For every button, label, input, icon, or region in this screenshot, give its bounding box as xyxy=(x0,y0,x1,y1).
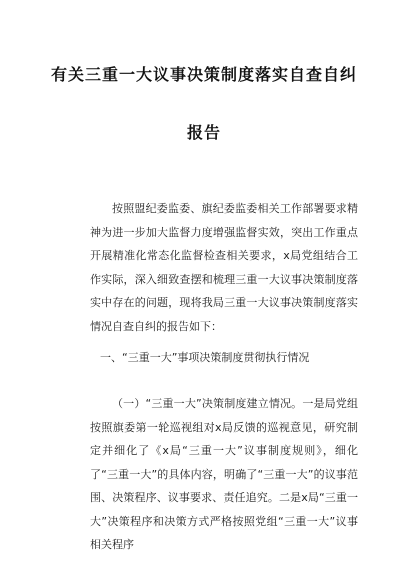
document-title-line1: 有关三重一大议事决策制度落实自查自纠 xyxy=(50,65,357,84)
intro-paragraph: 按照盟纪委监委、旗纪委监委相关工作部署要求精神为进一步加大监督力度增强监督实效，突出工作重点开展精准化常态化监督检查相关要求，x局党组结合工作实际，深入细致查摆和梳理三重一大议事决策制度落实中存在的问题，现将我局三重一大议事决策制度落实情况自查自纠的报告如下： xyxy=(90,202,358,333)
section-heading: 一、“三重一大”事项决策制度贯彻执行情况 xyxy=(100,351,310,364)
document-title-line2: 报告 xyxy=(186,123,221,142)
subsection-paragraph: （一）“三重一大”决策制度建立情况。一是局党组按照旗委第一轮巡视组对x局反馈的巡视意见，研究制定并细化了《x局“三重一大”议事制度规则》，细化了“三重一大”的具体内容，明确了“三重一大”的议事范围、决策程序、议事要求、责任追究。二是x局“三重一大”决策程序和决策方式严格按照党组“三重一大”议事相关程序 xyxy=(90,397,358,551)
